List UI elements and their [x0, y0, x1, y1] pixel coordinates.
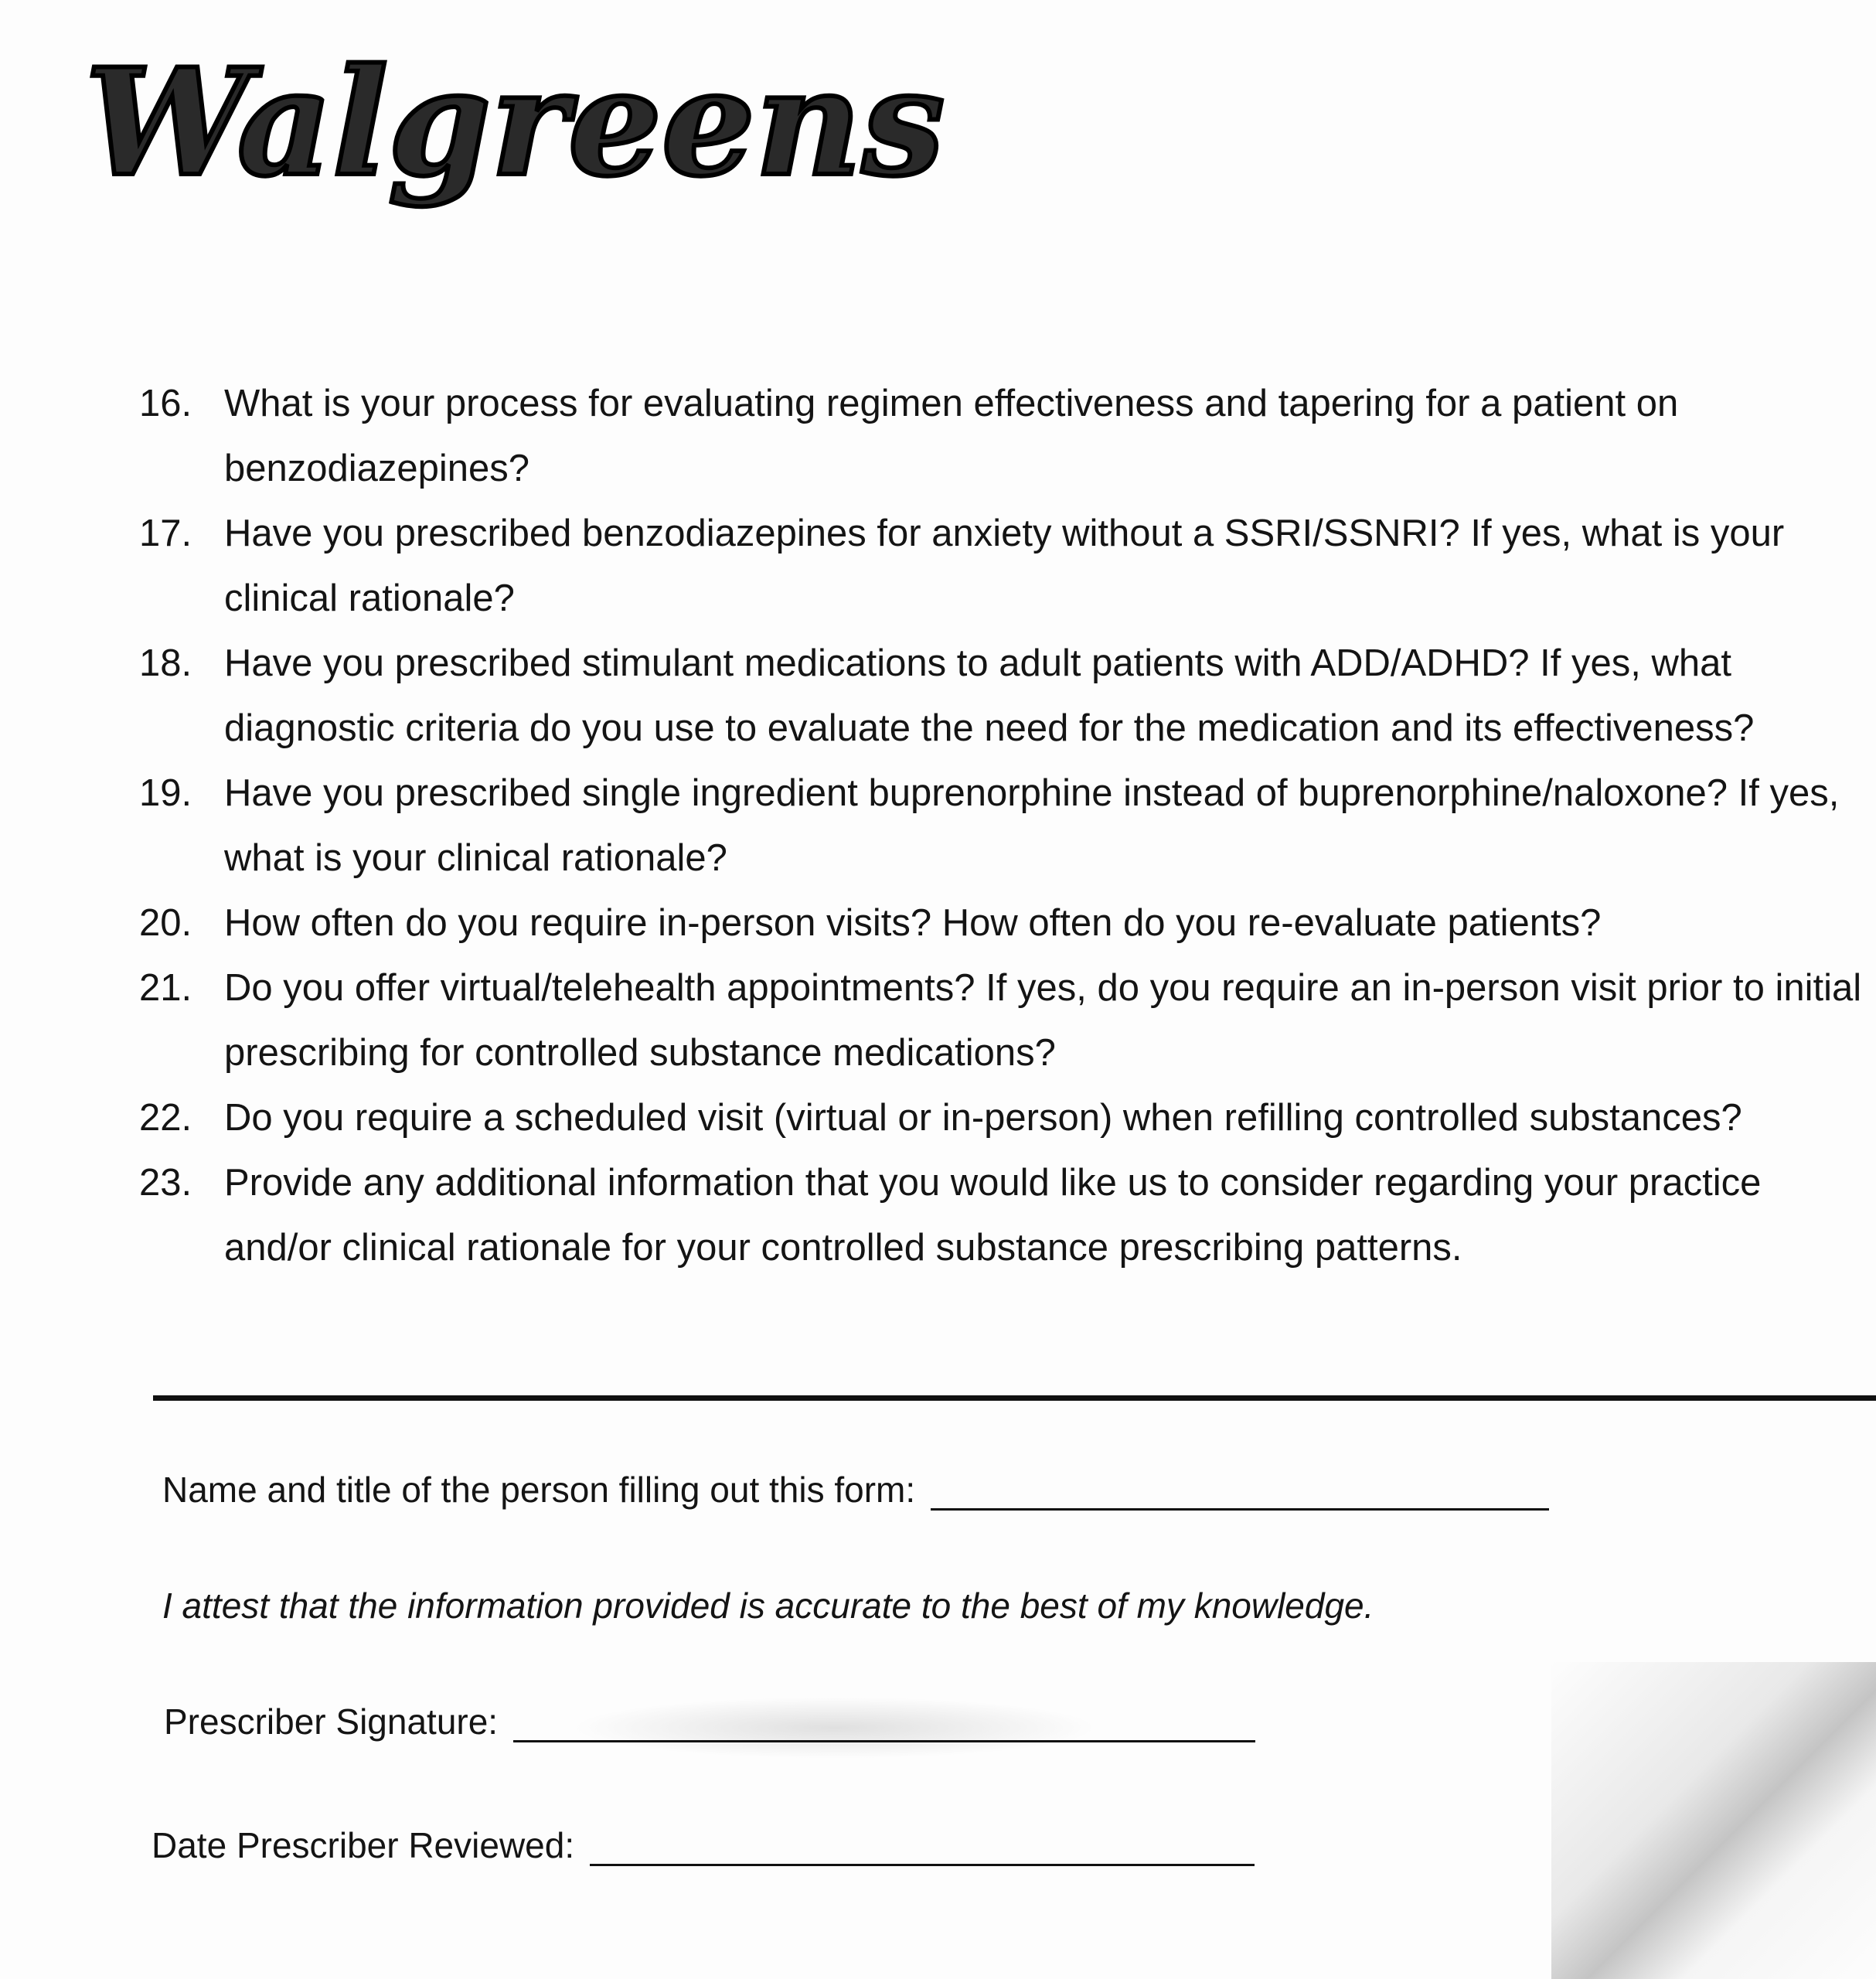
question-text: Have you prescribed single ingredient buprenorphine instead of buprenorphine/naloxone? If yes, what is your clinical rationale? [224, 772, 1840, 879]
question-item [139, 631, 1871, 761]
question-number: 22. [139, 1097, 192, 1139]
date-reviewed-label: Date Prescriber Reviewed: [152, 1825, 575, 1865]
date-reviewed-input-line[interactable] [590, 1833, 1255, 1866]
question-number: 20. [139, 902, 192, 944]
signature-field [164, 1701, 1255, 1742]
question-text: Do you require a scheduled visit (virtual or in-person) when refilling controlled substances? [224, 1097, 1742, 1139]
walgreens-logo [77, 31, 945, 232]
question-item [139, 891, 1871, 955]
question-number: 18. [139, 642, 192, 684]
logo-wordmark: Walgreens [85, 36, 945, 209]
question-item [139, 955, 1871, 1085]
name-title-input-line[interactable] [931, 1477, 1549, 1511]
question-text: Provide any additional information that you would like us to consider regarding your practice and/or clinical rationale for your controlled substance prescribing patterns. [224, 1162, 1762, 1269]
question-text: Have you prescribed benzodiazepines for anxiety without a SSRI/SSNRI? If yes, what is your clinical rationale? [224, 513, 1785, 619]
question-item [139, 1150, 1871, 1280]
question-item [139, 761, 1871, 891]
question-number: 16. [139, 383, 192, 424]
question-item [139, 1085, 1871, 1150]
question-number: 21. [139, 967, 192, 1009]
question-number: 17. [139, 513, 192, 554]
question-list [139, 371, 1871, 1280]
question-item [139, 371, 1871, 501]
name-title-label: Name and title of the person filling out this form: [162, 1470, 916, 1510]
answer-divider-line [153, 1395, 1876, 1401]
signature-label: Prescriber Signature: [164, 1701, 499, 1742]
question-text: Have you prescribed stimulant medications to adult patients with ADD/ADHD? If yes, what diagnostic criteria do you use to evaluate the need for the medication and its effectiveness? [224, 642, 1755, 749]
question-item [139, 501, 1871, 631]
attestation-statement: I attest that the information provided is accurate to the best of my knowledge. [162, 1586, 1374, 1626]
question-text: How often do you require in-person visits? How often do you re-evaluate patients? [224, 902, 1602, 944]
date-reviewed-field [152, 1824, 1255, 1866]
question-number: 19. [139, 772, 192, 814]
paper-crease-shading [1551, 1662, 1876, 1979]
question-number: 23. [139, 1162, 192, 1204]
question-text: What is your process for evaluating regimen effectiveness and tapering for a patient on benzodiazepines? [224, 383, 1679, 489]
name-title-field [162, 1469, 1549, 1511]
question-text: Do you offer virtual/telehealth appointments? If yes, do you require an in-person visit prior to initial prescribing for controlled substance medications? [224, 967, 1862, 1074]
signature-input-line[interactable] [513, 1709, 1255, 1742]
